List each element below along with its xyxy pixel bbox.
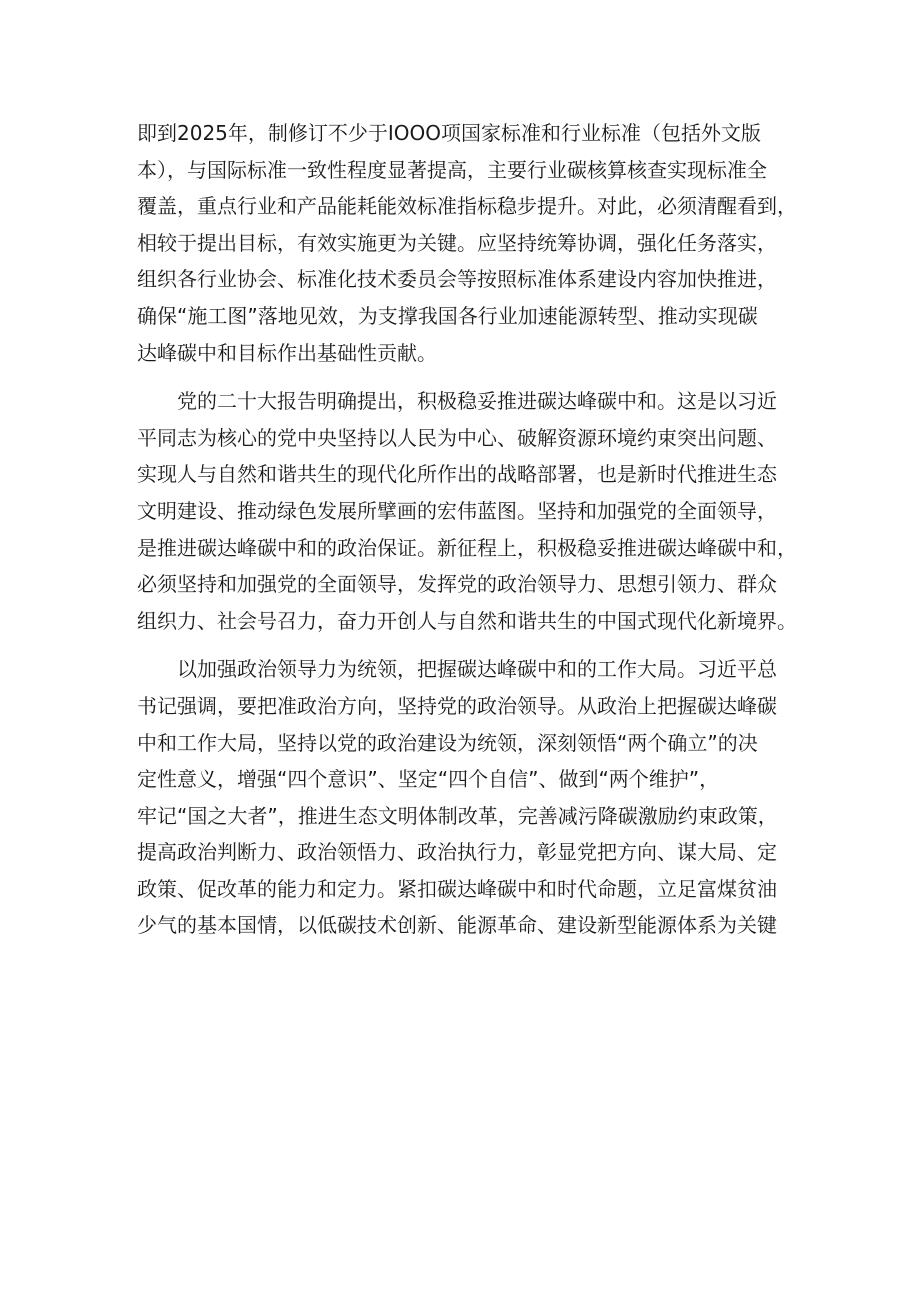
text-line: 组织力、社会号召力，奋力开创人与自然和谐共生的中国式现代化新境界。 — [137, 608, 797, 633]
text-line: 少气的基本国情，以低碳技术创新、能源革命、建设新型能源体系为关键 — [137, 913, 777, 938]
text-line: 中和工作大局，坚持以党的政治建设为统领，深刻领悟“两个确立”的决 — [137, 730, 758, 755]
text-line: 相较于提出目标，有效实施更为关键。应坚持统筹协调，强化任务落实， — [137, 230, 777, 255]
text-line: 平同志为核心的党中央坚持以人民为中心、破解资源环境约束突出问题、 — [137, 425, 777, 450]
text-line: 是推进碳达峰碳中和的政治保证。新征程上，积极稳妥推进碳达峰碳中和， — [137, 535, 797, 560]
text-line: 党的二十大报告明确提出，积极稳妥推进碳达峰碳中和。这是以习近 — [177, 389, 777, 414]
paragraph-3 — [137, 651, 797, 944]
text-line: 政策、促改革的能力和定力。紧扣碳达峰碳中和时代命题，立足富煤贫油 — [137, 876, 777, 901]
text-line: 文明建设、推动绿色发展所擘画的宏伟蓝图。坚持和加强党的全面领导， — [137, 498, 777, 523]
text-line: 组织各行业协会、标准化技术委员会等按照标准体系建设内容加快推进， — [137, 267, 777, 292]
text-line: 以加强政治领导力为统领，把握碳达峰碳中和的工作大局。习近平总 — [177, 657, 777, 682]
text-line: 达峰碳中和目标作出基础性贡献。 — [137, 340, 437, 365]
document-body — [137, 115, 797, 944]
text-line: 提高政治判断力、政治领悟力、政治执行力，彰显党把方向、谋大局、定 — [137, 840, 777, 865]
paragraph-spacer — [137, 639, 797, 651]
text-line: 实现人与自然和谐共生的现代化所作出的战略部署，也是新时代推进生态 — [137, 462, 777, 487]
text-line: 定性意义，增强“四个意识”、坚定“四个自信”、做到“两个维护”， — [137, 767, 720, 792]
text-line: 必须坚持和加强党的全面领导，发挥党的政治领导力、思想引领力、群众 — [137, 572, 777, 597]
text-line: 覆盖，重点行业和产品能耗能效标准指标稳步提升。对此，必须清醒看到， — [137, 194, 797, 219]
text-line: 牢记“国之大者”，推进生态文明体制改革，完善减污降碳激励约束政策， — [137, 803, 778, 828]
text-line: 书记强调，要把准政治方向，坚持党的政治领导。从政治上把握碳达峰碳 — [137, 693, 777, 718]
text-line: 确保“施工图”落地见效，为支撑我国各行业加速能源转型、推动实现碳 — [137, 303, 758, 328]
paragraph-1 — [137, 115, 797, 371]
paragraph-spacer — [137, 371, 797, 383]
paragraph-2 — [137, 383, 797, 639]
text-line: 即到2025年，制修订不少于IOOO项国家标准和行业标准（包括外文版 — [137, 121, 762, 145]
text-line: 本），与国际标准一致性程度显著提高，主要行业碳核算核查实现标准全 — [137, 157, 767, 182]
